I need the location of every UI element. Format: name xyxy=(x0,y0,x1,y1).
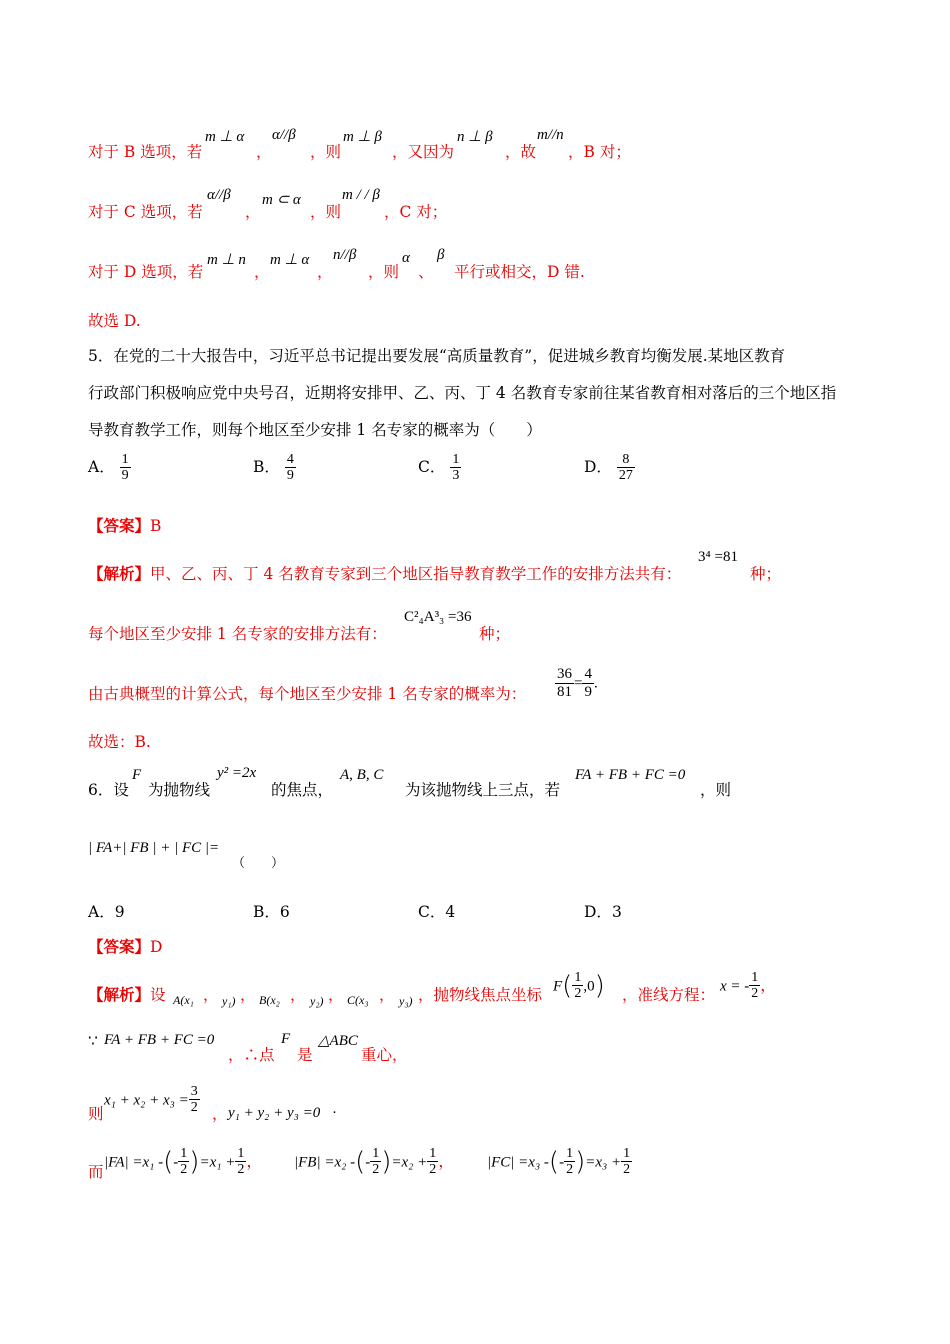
option-value: 9 xyxy=(114,903,125,921)
numerator: 1 xyxy=(429,1146,437,1161)
math-triangle: △ABC xyxy=(318,1033,358,1049)
answer-tag: 【答案】 xyxy=(88,516,151,535)
math-f: F xyxy=(281,1031,291,1047)
denominator: 27 xyxy=(618,468,633,484)
q5-option-c xyxy=(418,452,461,484)
math-text: =x₃ + xyxy=(585,1154,622,1171)
denominator: 9 xyxy=(121,468,129,484)
fraction xyxy=(427,1146,438,1178)
numerator: 36 xyxy=(557,666,572,682)
denominator: 2 xyxy=(190,1100,198,1116)
q6-option-a xyxy=(88,900,125,922)
text: 对于 D 选项，若 xyxy=(88,263,204,281)
comma: ， xyxy=(240,986,256,1004)
numerator: 4 xyxy=(286,452,294,467)
math-b2: α//β xyxy=(272,127,296,143)
text: 对于 B 选项，若 xyxy=(88,143,203,161)
math-sum-y: y₁ + y₂ + y₃ =0 xyxy=(228,1105,321,1121)
fraction xyxy=(178,1146,189,1178)
denominator: 2 xyxy=(574,986,582,1002)
conclusion-d: 故选 D. xyxy=(88,312,141,330)
q5-option-a xyxy=(88,452,131,484)
text: ，准线方程： xyxy=(622,986,716,1004)
option-value: 3 xyxy=(611,903,622,921)
math-b4: n ⊥ β xyxy=(457,129,493,145)
left-paren: ( xyxy=(548,1146,560,1177)
q6-answer xyxy=(88,935,162,957)
math-d2: m ⊥ α xyxy=(270,252,310,268)
math-fb xyxy=(294,1146,454,1178)
analysis-tag: 【解析】 xyxy=(88,564,151,583)
option-label: A． xyxy=(88,457,115,476)
option-b-analysis xyxy=(88,140,202,162)
math-d1: m ⊥ n xyxy=(207,252,246,268)
fraction xyxy=(235,1146,246,1178)
math-f: F xyxy=(553,978,563,995)
blank-paren: （ ） xyxy=(232,856,285,871)
fraction xyxy=(450,452,461,484)
q5-stem-line1: 5．在党的二十大报告中，习近平总书记提出要发展“高质量教育”，促进城乡教育均衡发展.某地区教育 xyxy=(88,347,786,365)
math-y2: y₂) xyxy=(310,994,324,1008)
q6-stem-prefix: 6．设 xyxy=(88,781,129,799)
comma: ， xyxy=(760,975,777,995)
text-gu: ，故 xyxy=(505,143,537,161)
minus: - xyxy=(559,1154,565,1171)
answer-tag: 【答案】 xyxy=(88,937,151,956)
left-paren: ( xyxy=(562,970,573,1001)
math-text: |FC| =x₃ - xyxy=(487,1154,549,1171)
math-vector-sum: FA + FB + FC =0 xyxy=(575,767,686,783)
text-c-suffix: ，C 对； xyxy=(384,203,448,221)
text: ，则 xyxy=(700,781,732,799)
denominator: 2 xyxy=(372,1162,380,1178)
option-label: B． xyxy=(253,903,280,921)
fraction xyxy=(555,666,574,700)
comma: ， xyxy=(317,263,333,281)
math-b5: m//n xyxy=(537,127,564,143)
text: 重心， xyxy=(361,1046,408,1064)
q5-conclusion: 故选：B. xyxy=(88,733,151,751)
right-paren: ) xyxy=(189,1146,200,1177)
fraction xyxy=(749,970,760,1002)
denominator: 2 xyxy=(751,986,759,1002)
math-probability xyxy=(555,666,598,700)
math-text: =x₁ + xyxy=(199,1154,236,1171)
text: ，∴点 xyxy=(228,1046,275,1064)
math-c3: m / / β xyxy=(342,187,380,203)
math-f: F xyxy=(132,767,142,783)
text-ze: ，则 xyxy=(368,263,400,281)
option-label: B． xyxy=(253,457,280,476)
option-d-analysis xyxy=(88,260,203,282)
math-text: x₁ + x₂ + x₃ = xyxy=(104,1092,189,1109)
text: 是 xyxy=(297,1046,313,1064)
math-distance-sum: | FA+| FB | + | FC |= xyxy=(88,840,220,856)
math-fa xyxy=(104,1146,262,1178)
numerator: 1 xyxy=(180,1146,188,1161)
fraction xyxy=(370,1146,381,1178)
minus: - xyxy=(365,1154,371,1171)
option-label: D． xyxy=(584,457,612,476)
math-d5: β xyxy=(437,247,445,263)
comma: ， xyxy=(379,986,395,1004)
numerator: 1 xyxy=(372,1146,380,1161)
q5-answer xyxy=(88,514,161,536)
fraction xyxy=(564,1146,575,1178)
fraction xyxy=(617,452,635,484)
math-fc xyxy=(487,1146,632,1178)
numerator: 8 xyxy=(622,452,630,467)
math-point-b: B(x₂ xyxy=(259,993,280,1007)
zero: ,0 xyxy=(583,978,595,995)
answer-value: D xyxy=(150,938,163,956)
numerator: 1 xyxy=(121,452,129,467)
option-value: 4 xyxy=(445,903,456,921)
math-y3: y₃) xyxy=(399,994,413,1008)
comma: ， xyxy=(290,986,306,1004)
denominator: 2 xyxy=(180,1162,188,1178)
numerator: 1 xyxy=(623,1146,631,1161)
fraction xyxy=(621,1146,632,1178)
numerator: 1 xyxy=(751,970,759,985)
right-paren: ) xyxy=(575,1146,586,1177)
comma: ， xyxy=(212,1105,228,1123)
denominator: 2 xyxy=(623,1162,631,1178)
math-y1: y₁) xyxy=(222,994,236,1008)
q5-analysis-line3: 由古典概型的计算公式，每个地区至少安排 1 名专家的概率为： xyxy=(88,685,527,703)
math-text: =x₂ + xyxy=(391,1154,428,1171)
text: 对于 C 选项，若 xyxy=(88,203,203,221)
text: 的焦点， xyxy=(271,781,334,799)
fraction xyxy=(582,666,594,700)
denominator: 2 xyxy=(237,1162,245,1178)
option-label: C． xyxy=(418,903,446,921)
right-paren: ) xyxy=(381,1146,392,1177)
text-dun: 、 xyxy=(418,263,434,281)
q5-stem-line2: 行政部门积极响应党中央号召，近期将安排甲、乙、丙、丁 4 名教育专家前往某省教育相对落后的三个地区指 xyxy=(88,384,837,402)
math-point-c: C(x₃ xyxy=(347,993,369,1007)
denominator: 3 xyxy=(452,468,460,484)
text: ，抛物线焦点坐标 xyxy=(418,986,543,1004)
q5-analysis-line1 xyxy=(88,562,681,584)
because-symbol: ∵ xyxy=(88,1032,98,1050)
text: 为抛物线 xyxy=(148,781,211,799)
numerator: 1 xyxy=(574,970,582,985)
text: 甲、乙、丙、丁 4 名教育专家到三个地区指导教育教学工作的安排方法共有： xyxy=(150,565,682,583)
comma: ， xyxy=(256,143,272,161)
comma: ， xyxy=(438,1151,455,1171)
math-text: |FB| =x₂ - xyxy=(294,1154,356,1171)
denominator: 2 xyxy=(429,1162,437,1178)
q6-analysis-line3: 则 xyxy=(88,1105,104,1123)
comma: ， xyxy=(254,263,270,281)
fraction xyxy=(572,970,583,1002)
math-d4: α xyxy=(402,250,410,266)
q6-analysis-line4: 而 xyxy=(88,1163,104,1181)
comma: ， xyxy=(203,986,219,1004)
numerator: 4 xyxy=(584,666,592,682)
math-vector-sum: FA + FB + FC =0 xyxy=(104,1032,215,1048)
comma: ， xyxy=(328,986,344,1004)
text-zhong: 种； xyxy=(479,625,511,643)
numerator: 3 xyxy=(190,1084,198,1099)
math-point-a: A(x₁ xyxy=(173,993,194,1007)
denominator: 2 xyxy=(566,1162,574,1178)
math-x: x = - xyxy=(720,978,750,995)
text-ze: ，则 xyxy=(310,203,342,221)
comma: ， xyxy=(246,1151,263,1171)
option-label: D． xyxy=(584,903,612,921)
option-label: A． xyxy=(88,903,115,921)
q6-option-d xyxy=(584,900,622,922)
text-youyin: ，又因为 xyxy=(392,143,455,161)
math-sum-x xyxy=(104,1084,200,1116)
text-zhong: 种； xyxy=(750,565,782,583)
q5-option-b xyxy=(253,452,296,484)
math-power: 3⁴ =81 xyxy=(698,549,738,565)
text-b-suffix: ，B 对； xyxy=(568,143,631,161)
period: . xyxy=(593,675,598,692)
math-b1: m ⊥ α xyxy=(205,129,245,145)
option-value: 6 xyxy=(279,903,290,921)
comma: ， xyxy=(245,203,261,221)
math-b3: m ⊥ β xyxy=(343,129,382,145)
option-c-analysis xyxy=(88,200,203,222)
left-paren: ( xyxy=(163,1146,174,1177)
denominator: 9 xyxy=(286,468,294,484)
denominator: 81 xyxy=(557,683,572,700)
math-c1: α//β xyxy=(207,187,231,203)
math-points: A, B, C xyxy=(340,767,384,783)
math-d3: n//β xyxy=(333,247,357,263)
equals: = xyxy=(574,675,583,692)
right-paren: ) xyxy=(594,970,605,1001)
numerator: 1 xyxy=(452,452,460,467)
dot: · xyxy=(332,1105,337,1121)
fraction xyxy=(189,1084,200,1116)
math-focus xyxy=(553,970,605,1002)
left-paren: ( xyxy=(355,1146,366,1177)
math-parabola: y² =2x xyxy=(217,765,257,781)
fraction xyxy=(285,452,296,484)
q6-analysis-line1 xyxy=(88,983,166,1005)
q5-option-d xyxy=(584,452,635,484)
text-d-suffix: 平行或相交，D 错. xyxy=(454,263,585,281)
text: 为该抛物线上三点，若 xyxy=(405,781,561,799)
fraction xyxy=(120,452,131,484)
q6-analysis-line2 xyxy=(88,1032,98,1050)
q6-option-b xyxy=(253,900,290,922)
option-label: C． xyxy=(418,457,446,476)
answer-value: B xyxy=(150,517,162,535)
math-text: |FA| =x₁ - xyxy=(104,1154,164,1171)
minus: - xyxy=(173,1154,179,1171)
text-ze: ，则 xyxy=(310,143,342,161)
q5-analysis-line2: 每个地区至少安排 1 名专家的安排方法有： xyxy=(88,625,387,643)
numerator: 1 xyxy=(566,1146,574,1161)
text: 设 xyxy=(150,986,166,1004)
math-directrix xyxy=(720,970,776,1002)
denominator: 9 xyxy=(584,683,592,700)
q5-stem-line3: 导教育教学工作，则每个地区至少安排 1 名专家的概率为（ ） xyxy=(88,421,542,439)
q6-option-c xyxy=(418,900,455,922)
math-c2: m ⊂ α xyxy=(262,192,301,208)
math-combination: C²₄A³₃ =36 xyxy=(404,609,472,625)
numerator: 1 xyxy=(237,1146,245,1161)
analysis-tag: 【解析】 xyxy=(88,985,151,1004)
